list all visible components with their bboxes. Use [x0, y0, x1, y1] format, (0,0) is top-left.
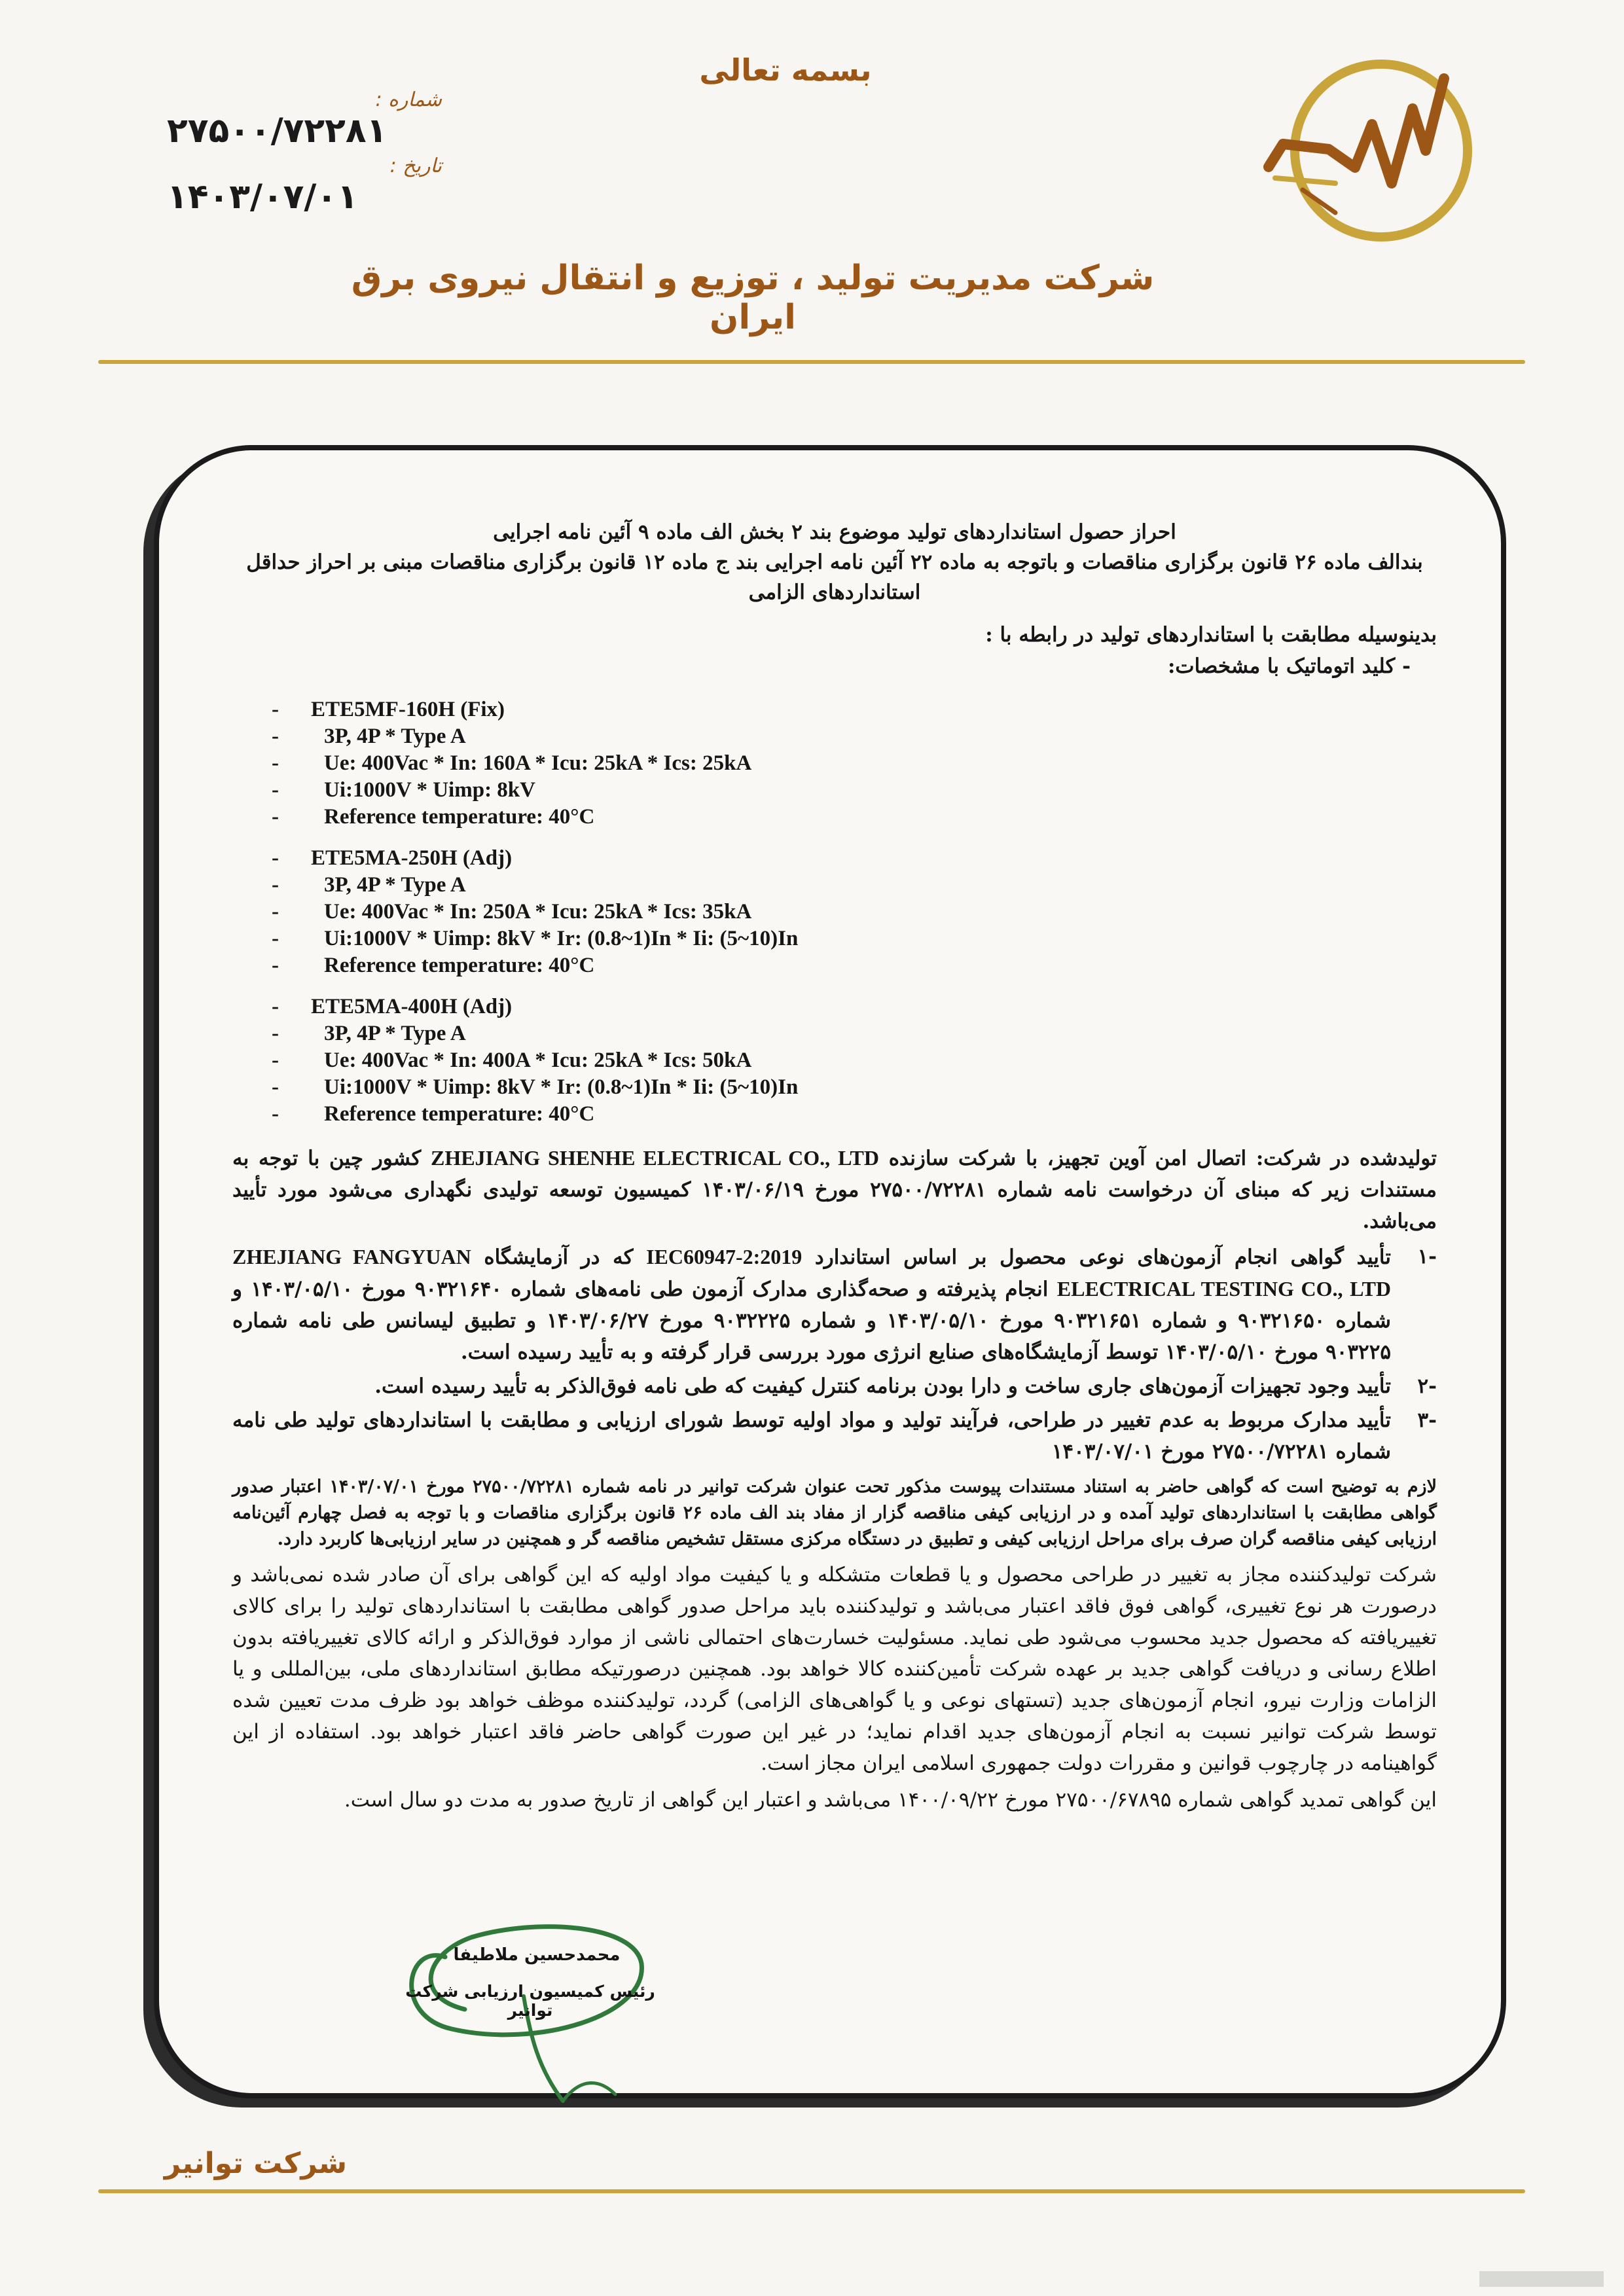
spec-model: - ETE5MA-400H (Adj) — [272, 995, 513, 1018]
spec-row-text: 3P, 4P * Type A — [324, 725, 466, 748]
spec-row: - Ui:1000V * Uimp: 8kV * Ir: (0.8~1)In * Ii: (5~10)In — [272, 927, 799, 950]
spec-group — [272, 845, 1437, 979]
tavanir-logo-icon — [1257, 52, 1479, 249]
evidence-item — [232, 1405, 1437, 1467]
reference-block — [167, 88, 442, 217]
evidence-text: که در آزمایشگاه — [484, 1246, 634, 1269]
spec-row-text: Ui:1000V * Uimp: 8kV * Ir: (0.8~1)In * Ii: (5~10)In — [324, 1075, 799, 1099]
manufacturer-text-after: کشور چین با توجه به مستندات زیر که مبنای آن درخواست نامه شماره ۲۷۵۰۰/۷۲۲۸۱ مورخ ۱۴۰۳/۰۶/۱۹ کمیسیون توسعه تولیدی نگهداری می‌شود مورد تأیید می‌باشد. — [232, 1147, 1437, 1233]
spec-row: - Reference temperature: 40°C — [272, 805, 595, 829]
spec-row-text: Ue: 400Vac * In: 160A * Icu: 25kA * Ics: 25kA — [324, 751, 752, 775]
signature-block — [367, 1918, 694, 2108]
subject-line: استانداردهای الزامی — [748, 581, 921, 604]
spec-row-text: Ue: 400Vac * In: 400A * Icu: 25kA * Ics: 50kA — [324, 1049, 752, 1072]
product-intro-line: - کلید اتوماتیک با مشخصات: — [1167, 655, 1411, 678]
spec-model-text: ETE5MF-160H (Fix) — [311, 698, 505, 721]
manufacturer-latin-name: ZHEJIANG SHENHE ELECTRICAL CO., LTD — [430, 1146, 879, 1170]
spec-row: - Reference temperature: 40°C — [272, 1102, 595, 1126]
spec-row: - 3P, 4P * Type A — [272, 725, 466, 748]
spec-row-text: Reference temperature: 40°C — [324, 954, 595, 977]
footer-company-name: شرکت توانیر — [164, 2147, 347, 2180]
evidence-text: تأیید گواهی انجام آزمون‌های نوعی محصول بر اساس استاندارد — [814, 1246, 1392, 1269]
spec-row-text: Ui:1000V * Uimp: 8kV — [324, 778, 535, 802]
subject-block — [232, 517, 1437, 607]
manufacturer-text-before: تولیدشده در شرکت: اتصال امن آوین تجهیز، با شرکت سازنده — [888, 1147, 1437, 1170]
spec-group — [272, 994, 1437, 1128]
spec-row: - Ue: 400Vac * In: 250A * Icu: 25kA * Ics: 35kA — [272, 900, 752, 924]
spec-row: - 3P, 4P * Type A — [272, 1022, 466, 1045]
spec-model: - ETE5MA-250H (Adj) — [272, 846, 513, 870]
spec-row-text: Reference temperature: 40°C — [324, 805, 595, 829]
spec-group — [272, 696, 1437, 831]
evidence-number: -۱ — [1417, 1245, 1437, 1268]
bismillah-heading: بسمه تعالی — [699, 52, 872, 88]
spec-row: - Ui:1000V * Uimp: 8kV — [272, 778, 535, 802]
subject-line: بندالف ماده ۲۶ قانون برگزاری مناقصات و باتوجه به ماده ۲۲ آئین نامه اجرایی بند ج ماده ۱۲ قانون برگزاری مناقصات مبنی بر احراز حداقل — [246, 550, 1423, 574]
evidence-list — [232, 1241, 1437, 1467]
evidence-text: تأیید مدارک مربوط به عدم تغییر در طراحی، فرآیند تولید و مواد اولیه توسط شورای ارزیابی و مطابقت با استانداردهای تولید طی نامه شماره ۲۷۵۰۰/۷۲۲۸۱ مورخ ۱۴۰۳/۰۷/۰۱ — [232, 1408, 1391, 1463]
evidence-number: -۲ — [1417, 1374, 1437, 1398]
spec-model-text: ETE5MA-250H (Adj) — [311, 846, 513, 870]
evidence-text: تأیید وجود تجهیزات آزمون‌های جاری ساخت و دارا بودن برنامه کنترل کیفیت که طی نامه فوق‌الذکر به تأیید رسیده است. — [374, 1374, 1391, 1398]
spec-row-text: Ue: 400Vac * In: 250A * Icu: 25kA * Ics: 35kA — [324, 900, 752, 924]
issuing-company-name: شرکت مدیریت تولید ، توزیع و انتقال نیروی برق ایران — [351, 259, 1155, 337]
number-value: ۲۷۵۰۰/۷۲۲۸۱ — [167, 111, 388, 151]
spec-row-text: Reference temperature: 40°C — [324, 1102, 595, 1126]
spec-row-text: 3P, 4P * Type A — [324, 1022, 466, 1045]
header-divider — [98, 360, 1525, 364]
spec-row: - 3P, 4P * Type A — [272, 873, 466, 897]
legal-note-paragraph: لازم به توضیح است که گواهی حاضر به استناد مستندات پیوست مذکور تحت عنوان شرکت توانیر در نامه شماره ۲۷۵۰۰/۷۲۲۸۱ مورخ ۱۴۰۳/۰۷/۰۱ اعتبار صدور گواهی مطابقت با استانداردهای تولید آمده و در ارزیابی کیفی مناقصه گزار از مفاد بند الف ماده ۲۶ قانون برگزاری مناقصات و با توجه به فصل چهارم آئین‌نامه ارزیابی کیفی مناقصه گران صرف برای مراحل ارزیابی کیفی و تطبیق در دستگاه مرکزی مستقل تشخیص مناقصه گر و همچنین در سایر ارزیابی‌ها کاربرد دارد. — [232, 1477, 1437, 1549]
manufacturer-paragraph — [232, 1142, 1437, 1237]
spec-row: - Ue: 400Vac * In: 160A * Icu: 25kA * Ics: 25kA — [272, 751, 752, 775]
test-lab-name: ZHEJIANG FANGYUAN ELECTRICAL TESTING CO., LTD — [232, 1245, 1392, 1300]
date-value: ۱۴۰۳/۰۷/۰۱ — [167, 177, 358, 217]
spec-row-text: Ui:1000V * Uimp: 8kV * Ir: (0.8~1)In * Ii: (5~10)In — [324, 927, 799, 950]
evidence-item — [232, 1241, 1437, 1368]
spec-row: - Ue: 400Vac * In: 400A * Icu: 25kA * Ics: 50kA — [272, 1049, 752, 1072]
spec-model: - ETE5MF-160H (Fix) — [272, 698, 505, 721]
spec-model-text: ETE5MA-400H (Adj) — [311, 995, 513, 1018]
evidence-text: انجام پذیرفته و صحه‌گذاری مدارک آزمون طی نامه‌های شماره ۹۰۳۲۱۶۴۰ مورخ ۱۴۰۳/۰۵/۱۰ و شماره ۹۰۳۲۱۶۵۰ و شماره ۹۰۳۲۱۶۵۱ مورخ ۱۴۰۳/۰۵/۱۰ و شماره ۹۰۳۲۲۲۵ مورخ ۱۴۰۳/۰۶/۲۷ و تطبیق لیسانس طی نامه شماره ۹۰۳۲۲۵ مورخ ۱۴۰۳/۰۵/۱۰ توسط آزمایشگاه‌های صنایع انرژی مورد بررسی قرار گرفته و به تأیید رسیده است. — [232, 1278, 1391, 1364]
scan-corner-mark — [1479, 2271, 1604, 2287]
product-spec-list — [272, 696, 1437, 1128]
spec-row: - Reference temperature: 40°C — [272, 954, 595, 977]
certificate-body — [232, 517, 1437, 2022]
subject-line: احراز حصول استانداردهای تولید موضوع بند ۲ بخش الف ماده ۹ آئین نامه اجرایی — [493, 520, 1176, 544]
signatory-name: محمدحسین ملاطیفا — [453, 1945, 621, 1965]
conditions-paragraph: شرکت تولیدکننده مجاز به تغییر در طراحی محصول و یا قطعات متشکله و یا کیفیت مواد اولیه که این گواهی برای آن صادر شده نمی‌باشد و درصورت هر نوع تغییری، گواهی فوق فاقد اعتبار می‌باشد و تولیدکننده باید مراحل صدور گواهی مطابقت با استانداردهای تولید را برای کالای تغییریافته که محصول جدید محسوب می‌شود طی نماید. مسئولیت خسارت‌های احتمالی ناشی از موارد فوق‌الذکر و ارائه کالای تغییریافته بدون اطلاع رسانی و دریافت گواهی جدید بر عهده شرکت تأمین‌کننده کالا خواهد بود. همچنین درصورتیکه مطابق استانداردهای ملی، بین‌المللی و یا الزامات وزارت نیرو، انجام آزمون‌های جدید (تستهای نوعی و یا گواهی‌های الزامی) گردد، تولیدکننده موظف خواهد بود ظرف مدت تعیین شده توسط شرکت توانیر نسبت به انجام آزمون‌های جدید اقدام نماید؛ در غیر این صورت گواهی حاضر فاقد اعتبار خواهد بود. استفاده از این گواهینامه در چارچوب قوانین و مقررات دولت جمهوری اسلامی ایران مجاز است. — [232, 1563, 1437, 1775]
signatory-title: رئیس کمیسیون ارزیابی شرکت توانیر — [405, 1982, 655, 2020]
number-label: شماره : — [375, 88, 442, 111]
evidence-item — [232, 1371, 1437, 1402]
standard-code: IEC60947-2:2019 — [646, 1245, 803, 1268]
validity-paragraph: این گواهی تمدید گواهی شماره ۲۷۵۰۰/۶۷۸۹۵ مورخ ۱۴۰۰/۰۹/۲۲ می‌باشد و اعتبار این گواهی از تاریخ صدور به مدت دو سال است. — [344, 1788, 1437, 1812]
date-label: تاریخ : — [389, 154, 442, 177]
footer-divider — [98, 2189, 1525, 2193]
intro-line: بدینوسیله مطابقت با استانداردهای تولید در رابطه با : — [985, 623, 1437, 647]
spec-row: - Ui:1000V * Uimp: 8kV * Ir: (0.8~1)In * Ii: (5~10)In — [272, 1075, 799, 1099]
evidence-number: -۳ — [1417, 1408, 1437, 1432]
spec-row-text: 3P, 4P * Type A — [324, 873, 466, 897]
